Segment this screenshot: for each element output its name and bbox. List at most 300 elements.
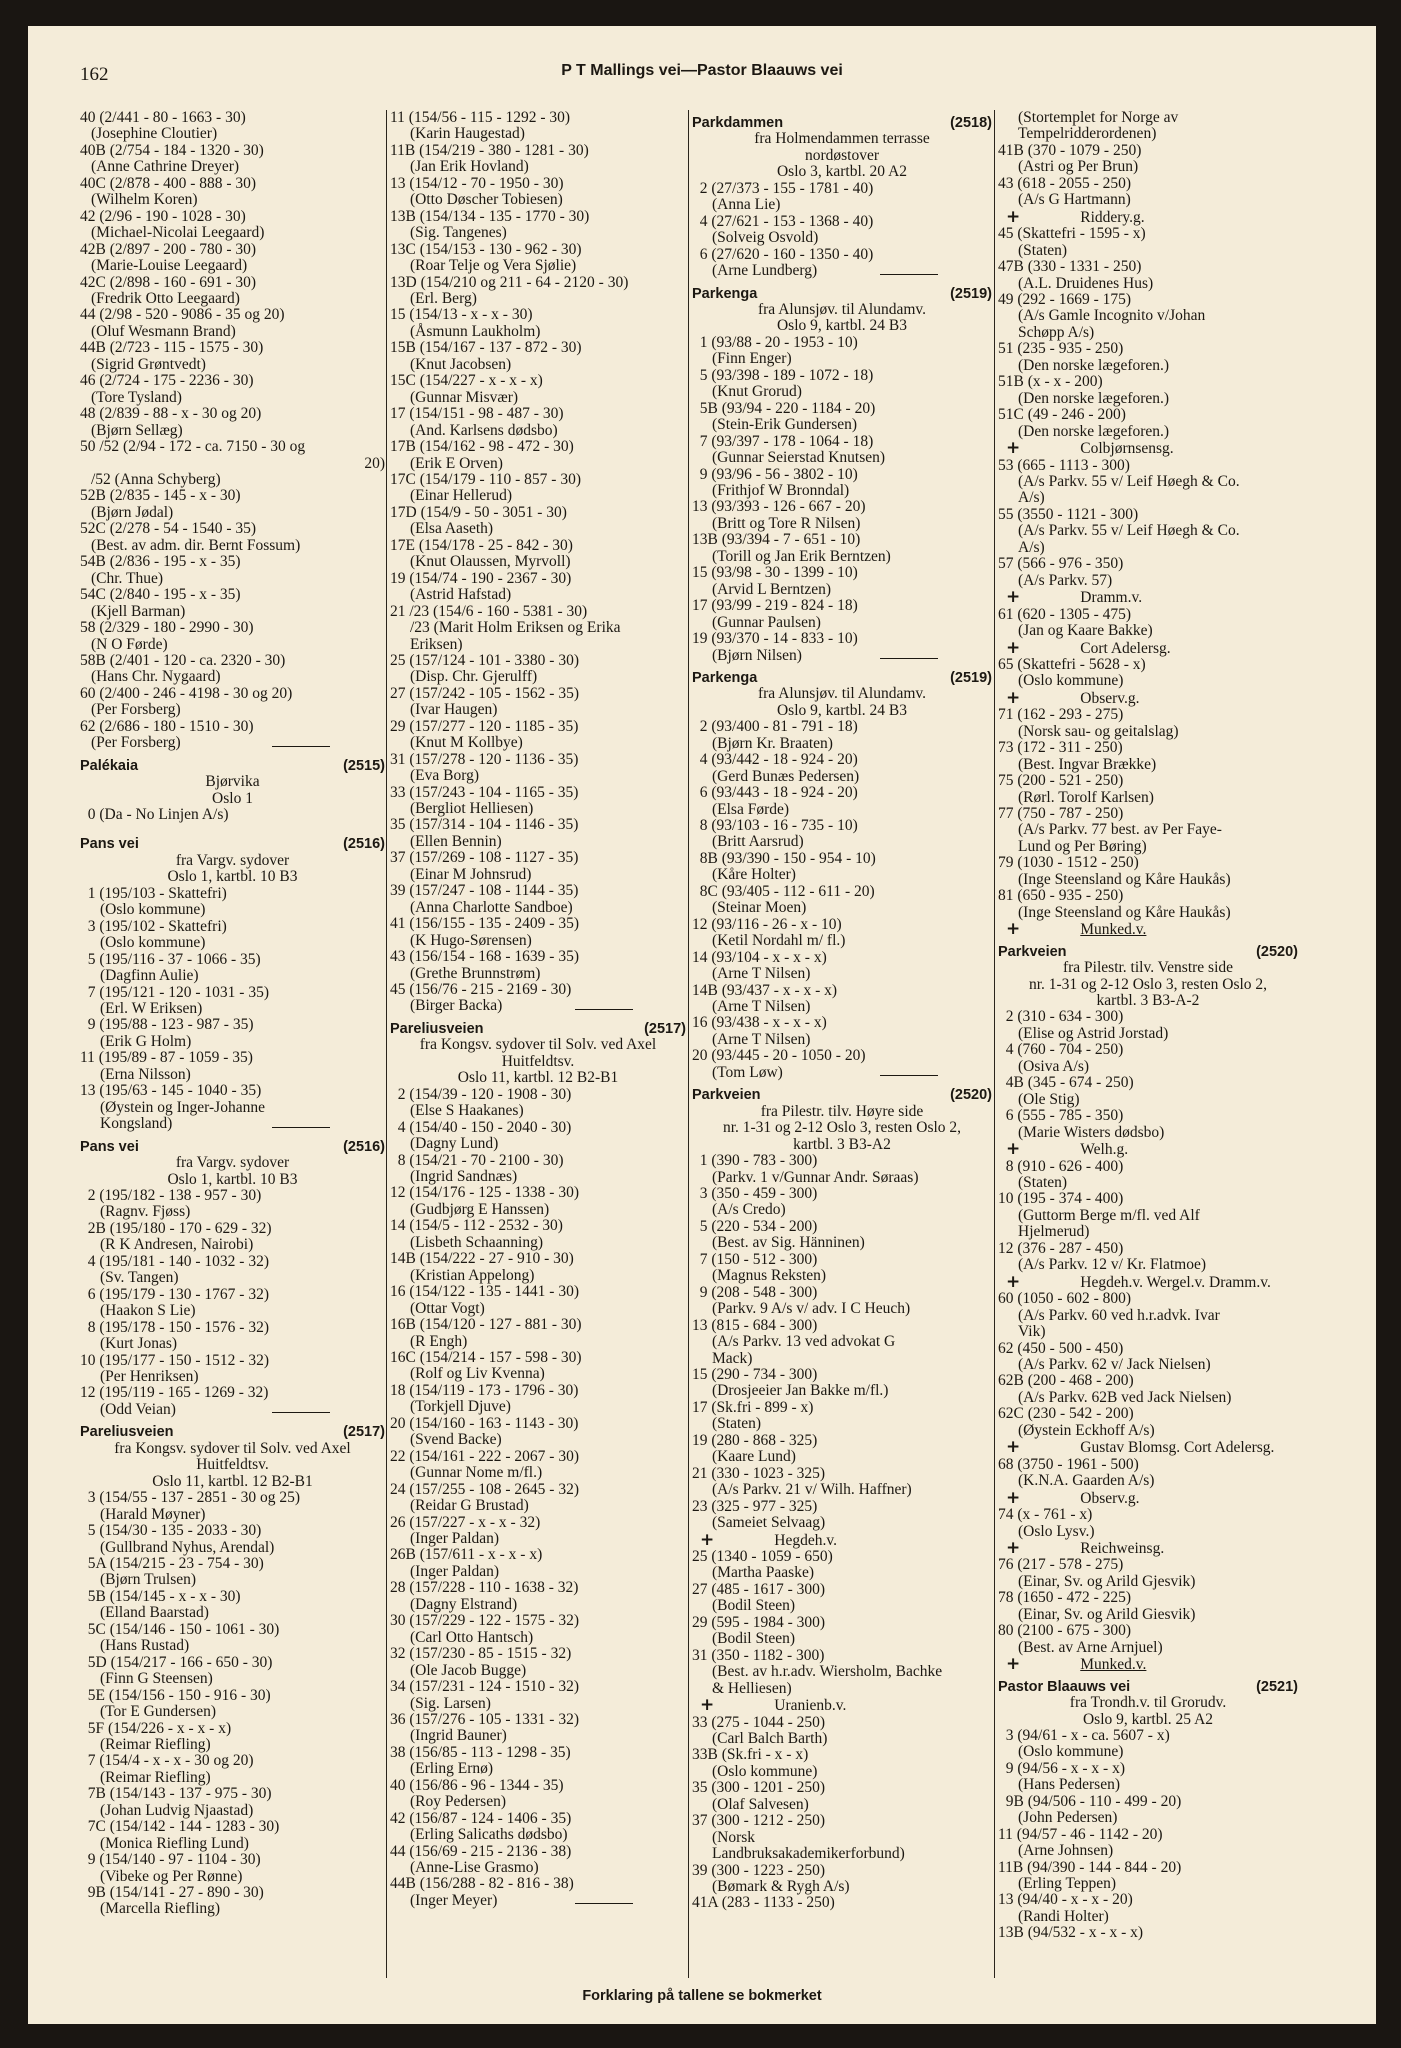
owner-line: (Vibeke og Per Rønne) (100, 1867, 243, 1885)
address-entry: 19 (93/370 - 14 - 833 - 10) (692, 630, 858, 648)
owner-line: (Erling Salicaths dødsbo) (410, 1826, 568, 1844)
owner-line: (Arvid L Berntzen) (712, 580, 832, 598)
address-entry: 7B (154/143 - 137 - 975 - 30) (80, 1785, 272, 1803)
owner-line: (Inge Steensland og Kåre Haukås) (1018, 903, 1231, 921)
address-entry: 15C (154/227 - x - x - x) (390, 372, 543, 390)
owner-line: Landbruksakademikerforbund) (712, 1845, 905, 1863)
address-entry: 4B (345 - 674 - 250) (998, 1074, 1134, 1092)
owner-line: (Solveig Osvold) (712, 229, 819, 247)
owner-line: (Hans Pedersen) (1018, 1776, 1121, 1794)
owner-line: (Finn G Steensen) (100, 1670, 213, 1688)
owner-line: (A/s Parkv. 77 best. av Per Faye- (1018, 821, 1222, 839)
address-entry: 14 (93/104 - x - x - x) (692, 948, 827, 966)
address-entry: 11B (94/390 - 144 - 844 - 20) (998, 1858, 1182, 1876)
address-entry: 27 (485 - 1617 - 300) (692, 1580, 826, 1598)
owner-line: (Arne T Nilsen) (712, 965, 811, 983)
owner-line: (Gullbrand Nyhus, Arendal) (100, 1538, 275, 1556)
address-entry: 26B (157/611 - x - x - x) (390, 1546, 543, 1564)
owner-line: (Inger Meyer) (410, 1891, 498, 1909)
street-code: (2519) (950, 669, 992, 686)
owner-line: Schøpp A/s) (1018, 323, 1095, 341)
cross-street (998, 687, 1298, 708)
address-entry: 2B (195/180 - 170 - 629 - 32) (80, 1219, 272, 1237)
street-heading (692, 286, 992, 302)
owner-line: (Britt Aarsrud) (712, 833, 804, 851)
owner-line: (Else S Haakanes) (410, 1102, 524, 1120)
owner-line: (Carl Balch Barth) (712, 1729, 828, 1747)
cross-street (692, 1529, 992, 1550)
owner-line: (A/s Parkv. 55 v/ Leif Høegh & Co. (1018, 472, 1240, 490)
address-entry: 14 (154/5 - 112 - 2532 - 30) (390, 1217, 563, 1235)
street-code: (2521) (1256, 1678, 1298, 1695)
address-entry: 35 (300 - 1201 - 250) (692, 1779, 826, 1797)
cross-street-name: Colbjørnsensg. (1080, 440, 1174, 458)
owner-line: (Bodil Steen) (712, 1597, 796, 1615)
address-entry: 47B (330 - 1331 - 250) (998, 258, 1142, 276)
address-entry: 13 (154/12 - 70 - 1950 - 30) (390, 174, 564, 192)
address-entry: 4 (27/621 - 153 - 1368 - 40) (692, 212, 874, 230)
owner-line: (Sameiet Selvaag) (712, 1514, 826, 1532)
owner-line: (Oslo kommune) (1018, 672, 1124, 690)
owner-line: (Knut M Kollbye) (410, 734, 523, 752)
street-description: Oslo 11, kartbl. 12 B2-B1 (152, 1472, 313, 1490)
column-2 (390, 110, 686, 1915)
owner-line: (R Engh) (410, 1332, 468, 1350)
street-name: Palékaia (80, 757, 139, 774)
address-entry: 12 (376 - 287 - 450) (998, 1239, 1124, 1257)
owner-line: (Michael-Nicolai Leegaard) (91, 224, 265, 242)
owner-line: (Chr. Thue) (91, 569, 164, 587)
address-entry: 5A (154/215 - 23 - 754 - 30) (80, 1554, 264, 1572)
owner-line: (Arne T Nilsen) (712, 998, 811, 1016)
owner-line: (Marie Wisters dødsbo) (1018, 1123, 1165, 1141)
cross-icon: + (1006, 637, 1021, 658)
street-heading (80, 1139, 385, 1155)
street-code: (2517) (343, 1424, 385, 1441)
cross-street (998, 440, 1298, 457)
address-entry: 33 (275 - 1044 - 250) (692, 1713, 826, 1731)
owner-line: (Oslo kommune) (100, 901, 206, 919)
address-entry: 17C (154/179 - 110 - 857 - 30) (390, 470, 582, 488)
owner-line: (Kjell Barman) (91, 602, 186, 620)
column-3 (692, 110, 992, 1912)
street-description: fra Holmendammen terrasse (754, 130, 930, 148)
owner-line: (Best. av Sig. Hänninen) (712, 1234, 865, 1252)
owner-line: (Finn Enger) (712, 350, 792, 368)
owner-line: (Inge Steensland og Kåre Haukås) (1018, 870, 1231, 888)
address-entry: 6 (93/443 - 18 - 924 - 20) (692, 784, 858, 802)
owner-line: (K Hugo-Sørensen) (410, 931, 532, 949)
address-entry: 13 (93/393 - 126 - 667 - 20) (692, 498, 866, 516)
cross-street-name: Riddery.g. (1080, 208, 1145, 226)
owner-line: & Helliesen) (712, 1679, 792, 1697)
page-number: 162 (80, 64, 109, 85)
owner-line: (K.N.A. Gaarden A/s) (1018, 1472, 1155, 1490)
address-entry: 9 (93/96 - 56 - 3802 - 10) (692, 465, 858, 483)
street-description: Oslo 9, kartbl. 24 B3 (776, 701, 908, 719)
address-entry: 5B (154/145 - x - x - 30) (80, 1587, 241, 1605)
owner-line: (And. Karlsens dødsbo) (410, 421, 558, 439)
column-4 (998, 110, 1298, 1942)
street-heading (390, 1021, 686, 1037)
owner-line: (Harald Møyner) (100, 1505, 206, 1523)
address-entry: 16C (154/214 - 157 - 598 - 30) (390, 1348, 582, 1366)
address-entry: 33B (Sk.fri - x - x) (692, 1746, 809, 1764)
address-entry: 79 (1030 - 1512 - 250) (998, 854, 1139, 872)
address-entry: 45 (156/76 - 215 - 2169 - 30) (390, 981, 572, 999)
address-entry: 62 (2/686 - 180 - 1510 - 30) (80, 717, 254, 735)
cross-icon: + (1006, 1537, 1021, 1558)
owner-line: (Arne Johnsen) (1018, 1842, 1114, 1860)
owner-line: (Torkjell Djuve) (410, 1398, 511, 1416)
section-divider (272, 1412, 330, 1418)
address-entry: 21 (330 - 1023 - 325) (692, 1464, 826, 1482)
address-entry: 8 (195/178 - 150 - 1576 - 32) (80, 1318, 269, 1336)
address-entry: 77 (750 - 787 - 250) (998, 805, 1124, 823)
owner-line: (Randi Holter) (1018, 1907, 1109, 1925)
cross-icon: + (1006, 1654, 1021, 1675)
owner-line: (Disp. Chr. Gjerulff) (410, 668, 538, 686)
page-footer: Forklaring på tallene se bokmerket (582, 1988, 822, 2004)
street-description: nr. 1-31 og 2-12 Oslo 3, resten Oslo 2, (1028, 975, 1268, 993)
owner-line: (Parkv. 1 v/Gunnar Andr. Søraas) (712, 1168, 919, 1186)
address-entry: 21 /23 (154/6 - 160 - 5381 - 30) (390, 602, 588, 620)
section-divider (880, 1075, 938, 1081)
address-entry: 44B (156/288 - 82 - 816 - 38) (390, 1875, 574, 1893)
cross-icon: + (1006, 687, 1021, 708)
owner-line: (Einar, Sv. og Arild Gjesvik) (1018, 1572, 1196, 1590)
address-entry: 44 (2/98 - 520 - 9086 - 35 og 20) (80, 306, 285, 324)
owner-line: (Karin Haugestad) (410, 125, 525, 143)
owner-line: (Kristian Appelong) (410, 1266, 535, 1284)
address-entry: 13B (93/394 - 7 - 651 - 10) (692, 531, 861, 549)
owner-line: (Elise og Astrid Jorstad) (1018, 1024, 1169, 1042)
address-entry: 28 (157/228 - 110 - 1638 - 32) (390, 1579, 579, 1597)
owner-line: (Johan Ludvig Njaastad) (100, 1801, 254, 1819)
owner-line: (Staten) (1018, 1174, 1068, 1191)
address-entry: 35 (157/314 - 104 - 1146 - 35) (390, 816, 579, 834)
address-entry: 17B (154/162 - 98 - 472 - 30) (390, 438, 574, 456)
owner-line: Mack) (712, 1349, 753, 1367)
owner-line: (Carl Otto Hantsch) (410, 1628, 534, 1646)
cross-icon: + (1006, 438, 1021, 459)
owner-line: (Rolf og Liv Kvenna) (410, 1365, 545, 1383)
address-entry: 62B (200 - 468 - 200) (998, 1372, 1134, 1390)
address-entry: 5E (154/156 - 150 - 916 - 30) (80, 1686, 271, 1704)
address-entry: 5 (154/30 - 135 - 2033 - 30) (80, 1522, 262, 1540)
address-entry: 40 (156/86 - 96 - 1344 - 35) (390, 1776, 564, 1794)
owner-line: (Hans Chr. Nygaard) (91, 668, 221, 686)
owner-line: (Sig. Tangenes) (410, 224, 507, 242)
address-entry: 37 (157/269 - 108 - 1127 - 35) (390, 849, 579, 867)
address-entry: 17 (93/99 - 219 - 824 - 18) (692, 597, 858, 615)
address-entry: 13 (195/63 - 145 - 1040 - 35) (80, 1082, 262, 1100)
owner-line: (Den norske lægeforen.) (1018, 356, 1170, 374)
address-entry: 4 (195/181 - 140 - 1032 - 32) (80, 1252, 269, 1270)
address-entry: 60 (1050 - 602 - 800) (998, 1290, 1132, 1308)
owner-line: (A/s G Hartmann) (1018, 191, 1131, 209)
owner-line: (Einar M Johnsrud) (410, 865, 532, 883)
address-entry: 7 (93/397 - 178 - 1064 - 18) (692, 432, 874, 450)
address-entry: 11B (154/219 - 380 - 1281 - 30) (390, 141, 589, 159)
cross-icon: + (1006, 1271, 1021, 1292)
address-entry: 52B (2/835 - 145 - x - 30) (80, 487, 241, 505)
cross-street-name: Observ.g. (1080, 1489, 1140, 1507)
address-entry: 25 (1340 - 1059 - 650) (692, 1547, 833, 1565)
cross-street-name: Hegdeh.v. (774, 1531, 837, 1549)
owner-line: (Den norske lægeforen.) (1018, 389, 1170, 407)
owner-line: (Erling Ernø) (410, 1760, 494, 1778)
address-entry: 13D (154/210 og 211 - 64 - 2120 - 30) (390, 273, 629, 291)
cross-street-name: Gustav Blomsg. Cort Adelersg. (1080, 1439, 1275, 1457)
street-description: fra Pilestr. tilv. Høyre side (760, 1102, 924, 1120)
owner-line: (Best. av h.r.adv. Wiersholm, Bachke (712, 1663, 943, 1681)
owner-line: Lund og Per Børing) (1018, 837, 1147, 855)
street-description: nr. 1-31 og 2-12 Oslo 3, resten Oslo 2, (722, 1119, 962, 1137)
owner-line: (Best. Ingvar Brække) (1018, 755, 1157, 773)
owner-line: (Marcella Riefling) (100, 1900, 221, 1918)
owner-line: (Odd Veian) (100, 1400, 176, 1418)
owner-line: (A/s Parkv. 55 v/ Leif Høegh & Co. (1018, 522, 1240, 540)
owner-line: (A/s Parkv. 60 ved h.r.advk. Ivar (1018, 1306, 1220, 1324)
owner-line: (Per Henriksen) (100, 1367, 199, 1385)
cross-icon: + (1006, 1437, 1021, 1458)
address-entry: 16B (154/120 - 127 - 881 - 30) (390, 1316, 582, 1334)
owner-line: (Tor E Gundersen) (100, 1703, 216, 1721)
cross-street-name: Munked.v. (1080, 1656, 1147, 1674)
owner-line: (A/s Parkv. 57) (1018, 571, 1113, 589)
address-entry: 31 (350 - 1182 - 300) (692, 1646, 825, 1664)
owner-line: (Gudbjørg E Hanssen) (410, 1200, 550, 1218)
street-description: fra Trondh.v. til Grorudv. (1069, 1694, 1227, 1712)
owner-line: (Arne Lundberg) (712, 262, 818, 280)
owner-line: (Øystein Eckhoff A/s) (1018, 1421, 1155, 1439)
cross-street (998, 1271, 1298, 1292)
street-description: fra Pilestr. tilv. Venstre side (1062, 959, 1234, 977)
owner-line: (A.L. Druidenes Hus) (1018, 274, 1154, 292)
owner-line: (Kurt Jonas) (100, 1335, 178, 1353)
owner-line: (Oslo kommune) (1018, 1743, 1124, 1761)
owner-line: (A/s Parkv. 62B ved Jack Nielsen) (1018, 1388, 1232, 1406)
address-entry: 40B (2/754 - 184 - 1320 - 30) (80, 141, 264, 159)
address-entry: 30 (157/229 - 122 - 1575 - 32) (390, 1612, 579, 1630)
owner-line: (Parkv. 9 A/s v/ adv. I C Heuch) (712, 1300, 911, 1318)
owner-line: (Anna Lie) (712, 196, 781, 214)
owner-line: (Grethe Brunnstrøm) (410, 964, 541, 982)
address-entry: 25 (157/124 - 101 - 3380 - 30) (390, 651, 579, 669)
cross-street-name: Reichweinsg. (1080, 1539, 1165, 1557)
owner-line: (Ottar Vogt) (410, 1299, 485, 1317)
street-description: Bjørvika (205, 773, 260, 791)
address-entry: 9 (208 - 548 - 300) (692, 1283, 818, 1301)
address-entry: 37 (300 - 1212 - 250) (692, 1812, 826, 1830)
street-heading (692, 1087, 992, 1103)
owner-line: Tempelridderordenen) (1018, 125, 1157, 143)
street-name: Pans vei (80, 1138, 139, 1155)
owner-line: (Bergliot Helliesen) (410, 800, 534, 818)
street-heading (998, 944, 1298, 960)
address-entry: 40C (2/878 - 400 - 888 - 30) (80, 174, 257, 192)
address-entry: 9B (154/141 - 27 - 890 - 30) (80, 1884, 264, 1902)
address-entry: 6 (555 - 785 - 350) (998, 1107, 1124, 1125)
owner-line: (Erik E Orven) (410, 454, 503, 472)
owner-line: (Reidar G Brustad) (410, 1497, 529, 1515)
owner-line: (Inger Paldan) (410, 1562, 500, 1580)
address-entry: 9 (195/88 - 123 - 987 - 35) (80, 1016, 254, 1034)
owner-line: (Frithjof W Bronndal) (712, 481, 850, 499)
street-code: (2515) (343, 757, 385, 774)
owner-line: (Ellen Bennin) (410, 832, 502, 850)
cross-street-name: Munked.v. (1080, 921, 1147, 939)
street-description: kartbl. 3 B3-A2 (793, 1135, 891, 1153)
address-entry: 34 (157/231 - 124 - 1510 - 32) (390, 1678, 579, 1696)
owner-line: (Norsk sau- og geitalslag) (1018, 722, 1179, 740)
address-entry: 23 (325 - 977 - 325) (692, 1497, 818, 1515)
owner-line: (Eva Borg) (410, 767, 480, 785)
address-entry: 7C (154/142 - 144 - 1283 - 30) (80, 1818, 280, 1836)
address-entry: 5C (154/146 - 150 - 1061 - 30) (80, 1620, 280, 1638)
address-entry: 40 (2/441 - 80 - 1663 - 30) (80, 109, 246, 126)
owner-line: (Tore Tysland) (91, 388, 182, 406)
address-entry: 3 (94/61 - x - ca. 5607 - x) (998, 1726, 1170, 1744)
address-entry: 17E (154/178 - 25 - 842 - 30) (390, 536, 573, 554)
owner-line: (Martha Paaske) (712, 1564, 814, 1582)
street-description: Oslo 11, kartbl. 12 B2-B1 (457, 1069, 619, 1087)
street-description: fra Alunsjøv. til Alundamv. (757, 300, 927, 318)
street-name: Parkveien (998, 943, 1067, 960)
owner-line: (Per Forsberg) (91, 701, 181, 719)
owner-line: (Gerd Bunæs Pedersen) (712, 767, 860, 785)
address-entry: 80 (2100 - 675 - 300) (998, 1622, 1132, 1640)
cross-street (998, 1656, 1298, 1673)
address-entry: 15 (290 - 734 - 300) (692, 1365, 818, 1383)
street-description: Huitfeldtsv. (196, 1456, 269, 1474)
owner-line: Hjelmerud) (1018, 1223, 1090, 1241)
street-description: kartbl. 3 B3-A-2 (1096, 992, 1200, 1010)
owner-line: (Astri og Per Brun) (1018, 158, 1139, 176)
owner-line: (A/s Gamle Incognito v/Johan (1018, 307, 1206, 325)
owner-line: (A/s Credo) (712, 1201, 786, 1219)
owner-line: (Oslo Lysv.) (1018, 1522, 1095, 1540)
address-entry: 4 (93/442 - 18 - 924 - 20) (692, 751, 858, 769)
owner-line: (Knut Olaussen, Myrvoll) (410, 553, 571, 571)
address-entry: 29 (157/277 - 120 - 1185 - 35) (390, 717, 579, 735)
owner-line: (Haakon S Lie) (100, 1302, 196, 1320)
owner-line: (Tom Løw) (712, 1063, 783, 1081)
address-entry: 39 (157/247 - 108 - 1144 - 35) (390, 882, 579, 900)
address-entry: 51 (235 - 935 - 250) (998, 340, 1124, 358)
address-entry: 51C (49 - 246 - 200) (998, 406, 1126, 424)
address-entry: 2 (195/182 - 138 - 957 - 30) (80, 1187, 262, 1204)
cross-street-name: Dramm.v. (1080, 589, 1143, 607)
address-entry: 42C (2/898 - 160 - 691 - 30) (80, 273, 257, 291)
owner-line: Vik) (1018, 1323, 1046, 1341)
street-description: fra Kongsv. sydover til Solv. ved Axel (114, 1439, 351, 1457)
owner-line: (Ivar Haugen) (410, 701, 498, 719)
owner-line: (Anna Charlotte Sandboe) (410, 898, 573, 916)
address-entry: 4 (154/40 - 150 - 2040 - 30) (390, 1118, 572, 1136)
owner-line: (Sig. Larsen) (410, 1694, 491, 1712)
address-entry: 41B (370 - 1079 - 250) (998, 141, 1142, 159)
street-code: (2519) (950, 285, 992, 302)
owner-line: (Britt og Tore R Nilsen) (712, 514, 861, 532)
owner-line: (John Pedersen) (1018, 1809, 1118, 1827)
owner-line: (Gunnar Nome m/fl.) (410, 1464, 543, 1482)
address-entry: 5 (195/116 - 37 - 1066 - 35) (80, 950, 261, 968)
street-description: Oslo 1, kartbl. 10 B3 (167, 1170, 298, 1188)
address-entry: 26 (157/227 - x - x - 32) (390, 1513, 541, 1531)
address-entry: 20 (93/445 - 20 - 1050 - 20) (692, 1047, 866, 1065)
owner-line: (Bjørn Kr. Braaten) (712, 734, 833, 752)
owner-line: (Steinar Moen) (712, 899, 807, 917)
street-name: Pastor Blaauws vei (998, 1678, 1131, 1695)
owner-line: (Bjørn Trulsen) (100, 1571, 197, 1589)
owner-line: (Bømark & Rygh A/s) (712, 1878, 850, 1896)
address-entry: 1 (195/103 - Skattefri) (80, 884, 227, 902)
address-entry: 61 (620 - 1305 - 475) (998, 605, 1132, 623)
owner-line: (Knut Grorud) (712, 383, 802, 401)
street-name: Pans vei (80, 836, 139, 853)
owner-line: (Ole Jacob Bugge) (410, 1661, 527, 1679)
owner-line: (Anne-Lise Grasmo) (410, 1859, 539, 1877)
address-entry: 44B (2/723 - 115 - 1575 - 30) (80, 339, 264, 357)
street-description: fra Kongsv. sydover til Solv. ved Axel (419, 1036, 657, 1054)
address-entry: 33 (157/243 - 104 - 1165 - 35) (390, 783, 579, 801)
address-entry: 45 (Skattefri - 1595 - x) (998, 225, 1146, 243)
address-entry: 41 (156/155 - 135 - 2409 - 35) (390, 915, 579, 933)
owner-line: (Roy Pedersen) (410, 1793, 506, 1811)
owner-line: (Elsa Aaseth) (410, 520, 494, 538)
address-entry: 65 (Skattefri - 5628 - x) (998, 655, 1146, 673)
owner-line: (Ketil Nordahl m/ fl.) (712, 932, 846, 950)
address-entry: 53 (665 - 1113 - 300) (998, 456, 1130, 474)
street-description: fra Alunsjøv. til Alundamv. (757, 685, 927, 703)
cross-street (692, 1697, 992, 1714)
address-entry: 19 (280 - 868 - 325) (692, 1431, 818, 1449)
street-description: nordøstover (804, 146, 880, 164)
owner-line: (Fredrik Otto Leegaard) (91, 289, 240, 307)
street-description: fra Vargv. sydover (175, 851, 290, 869)
address-entry: 43 (156/154 - 168 - 1639 - 35) (390, 948, 579, 966)
owner-line: (Erling Teppen) (1018, 1875, 1117, 1893)
cross-street (998, 589, 1298, 606)
street-code: (2516) (343, 836, 385, 853)
owner-line: (A/s Parkv. 21 v/ Wilh. Haffner) (712, 1481, 912, 1499)
address-entry: 9B (94/506 - 110 - 499 - 20) (998, 1792, 1182, 1810)
address-entry: 51B (x - x - 200) (998, 373, 1103, 391)
owner-line: (Olaf Salvesen) (712, 1795, 809, 1813)
section-divider (272, 1127, 330, 1133)
owner-line: (Bodil Steen) (712, 1630, 796, 1648)
address-entry: 38 (156/85 - 113 - 1298 - 35) (390, 1743, 571, 1761)
owner-line: (Elland Baarstad) (100, 1604, 209, 1622)
address-entry: 3 (154/55 - 137 - 2851 - 30 og 25) (80, 1489, 300, 1507)
owner-line: (Oslo kommune) (100, 934, 206, 952)
address-entry: 20 (154/160 - 163 - 1143 - 30) (390, 1414, 579, 1432)
owner-line: (Osiva A/s) (1018, 1057, 1090, 1075)
address-entry: 16 (93/438 - x - x - x) (692, 1014, 827, 1032)
cross-icon: + (1006, 206, 1021, 227)
street-name: Parkenga (692, 669, 758, 686)
address-entry: 52C (2/278 - 54 - 1540 - 35) (80, 520, 257, 538)
owner-line: Kongsland) (100, 1115, 173, 1133)
street-code: (2520) (950, 1087, 992, 1104)
address-entry: 2 (310 - 634 - 300) (998, 1008, 1124, 1026)
owner-line: (Monica Riefling Lund) (100, 1834, 249, 1852)
owner-line: (Reimar Riefling) (100, 1768, 211, 1786)
owner-line: (Knut Jacobsen) (410, 355, 512, 373)
address-entry: 27 (157/242 - 105 - 1562 - 35) (390, 684, 579, 702)
